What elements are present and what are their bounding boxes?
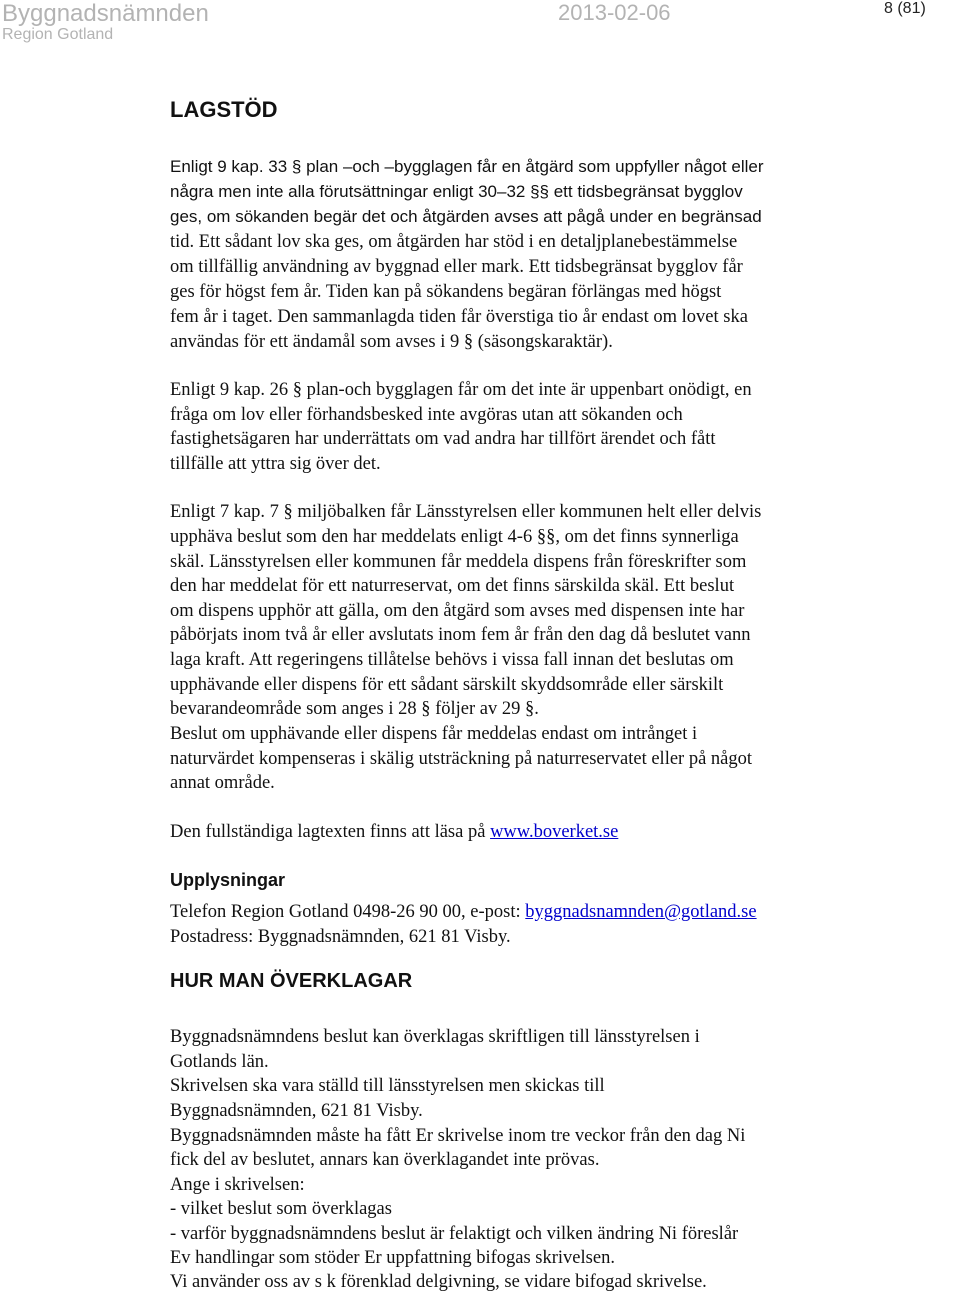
section-title-lagstod: LAGSTÖD bbox=[170, 97, 278, 122]
header-region: Region Gotland bbox=[2, 26, 114, 43]
text-line: Enligt 9 kap. 33 § plan –och –bygglagen får en åtgärd som uppfyller något eller bbox=[170, 157, 764, 176]
section-title-upplysningar: Upplysningar bbox=[170, 870, 286, 890]
text-line: annat område. bbox=[170, 773, 275, 793]
text-line: några men inte alla förutsättningar enligt 30–32 §§ ett tidsbegränsat bygglov bbox=[170, 182, 743, 201]
section-title-overklagar: HUR MAN ÖVERKLAGAR bbox=[170, 970, 413, 992]
text-line: Skrivelsen ska vara ställd till länsstyrelsen men skickas till bbox=[170, 1076, 605, 1096]
text-line: om dispens upphör att gälla, om den åtgärd som avses med dispensen inte har bbox=[170, 601, 745, 621]
email-link[interactable]: byggnadsnamnden@gotland.se bbox=[525, 902, 757, 922]
text-line: Enligt 7 kap. 7 § miljöbalken får Länsstyrelsen eller kommunen helt eller delvis bbox=[170, 502, 762, 522]
text-line: laga kraft. Att regeringens tillåtelse behövs i vissa fall innan det beslutas om bbox=[170, 650, 734, 670]
text-line: Ev handlingar som stöder Er uppfattning bifogas skrivelsen. bbox=[170, 1248, 615, 1268]
header-date: 2013-02-06 bbox=[558, 0, 671, 25]
text-line: fem år i taget. Den sammanlagda tiden får överstiga tio år endast om lovet ska bbox=[170, 307, 748, 327]
text-line: Byggnadsnämnden, 621 81 Visby. bbox=[170, 1101, 423, 1121]
contact-phone-line bbox=[170, 900, 757, 924]
text-line: den har meddelat för ett naturreservat, om det finns särskilda skäl. Ett beslut bbox=[170, 576, 735, 596]
header-page-number: 8 (81) bbox=[884, 0, 926, 17]
fulltext-line bbox=[170, 820, 618, 844]
text-line: ges, om sökanden begär det och åtgärden avses att pågå under en begränsad bbox=[170, 207, 762, 226]
text-line: Vi använder oss av s k förenklad delgivning, se vidare bifogad skrivelse. bbox=[170, 1272, 707, 1292]
text-line: fick del av beslutet, annars kan överklagandet inte prövas. bbox=[170, 1150, 600, 1170]
text-line: naturvärdet kompenseras i skälig utsträckning på naturreservatet eller på något bbox=[170, 749, 753, 769]
text-line: fråga om lov eller förhandsbesked inte avgöras utan att sökanden och bbox=[170, 405, 683, 425]
header-organization: Byggnadsnämnden bbox=[2, 0, 209, 27]
text-line: om tillfällig användning av byggnad eller mark. Ett tidsbegränsat bygglov får bbox=[170, 257, 743, 277]
text-line: Gotlands län. bbox=[170, 1052, 269, 1072]
text-line: Beslut om upphävande eller dispens får meddelas endast om intrånget i bbox=[170, 724, 698, 744]
text-line: Enligt 9 kap. 26 § plan-och bygglagen får om det inte är uppenbart onödigt, en bbox=[170, 380, 752, 400]
text-line: bevarandeområde som anges i 28 § följer av 29 §. bbox=[170, 699, 539, 719]
text-line: Byggnadsnämndens beslut kan överklagas skriftligen till länsstyrelsen i bbox=[170, 1027, 700, 1047]
text-line: ges för högst fem år. Tiden kan på sökandens begäran förlängas med högst bbox=[170, 282, 722, 302]
fulltext-prefix: Den fullständiga lagtexten finns att läsa på bbox=[170, 822, 491, 842]
phone-text: Telefon Region Gotland 0498-26 90 00, e-post: bbox=[170, 902, 526, 922]
text-line: Byggnadsnämnden måste ha fått Er skrivelse inom tre veckor från den dag Ni bbox=[170, 1126, 746, 1146]
postal-address: Postadress: Byggnadsnämnden, 621 81 Visby. bbox=[170, 927, 511, 947]
text-line: påbörjats inom två år eller avslutats inom fem år från den dag då beslutet vann bbox=[170, 625, 751, 645]
text-line: tillfälle att yttra sig över det. bbox=[170, 454, 381, 474]
text-line: användas för ett ändamål som avses i 9 § (säsongskaraktär). bbox=[170, 332, 613, 352]
text-line: Ange i skrivelsen: bbox=[170, 1175, 305, 1195]
list-item: - vilket beslut som överklagas bbox=[170, 1199, 392, 1219]
text-line: tid. Ett sådant lov ska ges, om åtgärden har stöd i en detaljplanebestämmelse bbox=[170, 232, 738, 252]
list-item: - varför byggnadsnämndens beslut är felaktigt och vilken ändring Ni föreslår bbox=[170, 1224, 739, 1244]
boverket-link[interactable]: www.boverket.se bbox=[490, 822, 619, 842]
text-line: upphäva beslut som den har meddelats enligt 4-6 §§, om det finns synnerliga bbox=[170, 527, 739, 547]
text-line: fastighetsägaren har underrättats om vad andra har tillfört ärendet och fått bbox=[170, 429, 716, 449]
text-line: upphävande eller dispens för ett sådant särskilt skyddsområde eller särskilt bbox=[170, 675, 724, 695]
text-line: skäl. Länsstyrelsen eller kommunen får meddela dispens från föreskrifter som bbox=[170, 552, 747, 572]
